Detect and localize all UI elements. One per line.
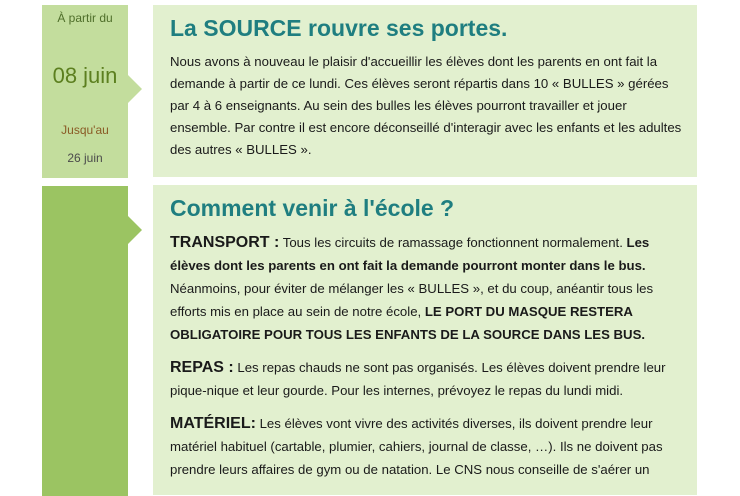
sidebar-arrow [128, 216, 142, 244]
reopening-panel [153, 5, 697, 177]
from-label: À partir du [57, 11, 113, 25]
access-title: Comment venir à l'école ? [170, 195, 455, 221]
meals-heading: REPAS : [170, 359, 234, 376]
sidebar-arrow [128, 75, 142, 103]
reopening-text: Nous avons à nouveau le plaisir d'accueillir les élèves dont les parents en ont fait la demande à partir de ce lundi. Ces élèves seront répartis dans 10 « BULLES » gérées par 4 à 6 enseignants. Au sein des bulles les élèves pourront travailler et jouer ensemble. Par contre il est encore déconseillé d'interagir avec les enfants et les adultes des autres « BULLES ». [170, 54, 682, 157]
meals-section [170, 356, 685, 402]
transport-text-2: Néanmoins, pour éviter de mélanger les « BULLES », et du coup, anéantir tous les efforts mis en place au sein de notre école, [170, 281, 654, 319]
transport-bold-2: LE PORT DU MASQUE RESTERA OBLIGATOIRE POUR TOUS LES ENFANTS DE LA SOURCE DANS LES BUS. [170, 304, 646, 342]
transport-text-1: Tous les circuits de ramassage fonctionnent normalement. [279, 235, 627, 250]
transport-bold-1: Les élèves dont les parents en ont fait la demande pourront monter dans le bus. [170, 235, 650, 273]
transport-heading: TRANSPORT : [170, 234, 280, 251]
equipment-section [170, 412, 685, 481]
end-date: 26 juin [67, 151, 103, 165]
access-panel [153, 185, 697, 495]
decorative-sidebar [42, 186, 142, 496]
date-range-sidebar [42, 5, 142, 178]
start-date: 08 juin [52, 63, 118, 88]
reopening-title: La SOURCE rouvre ses portes. [170, 15, 508, 41]
until-label: Jusqu'au [61, 123, 109, 137]
transport-section [170, 231, 685, 346]
sidebar-background [42, 186, 128, 496]
meals-text: Les repas chauds ne sont pas organisés. Les élèves doivent prendre leur pique-nique et leur gourde. Pour les internes, prévoyez le repas du lundi midi. [170, 360, 666, 398]
equipment-text: Les élèves vont vivre des activités diverses, ils doivent prendre leur matériel habituel (cartable, plumier, cahiers, journal de classe, …). Ils ne doivent pas prendre leurs affaires de gym ou de natation. Le CNS nous conseille de s'aérer un [170, 416, 663, 477]
equipment-heading: MATÉRIEL: [170, 415, 256, 432]
